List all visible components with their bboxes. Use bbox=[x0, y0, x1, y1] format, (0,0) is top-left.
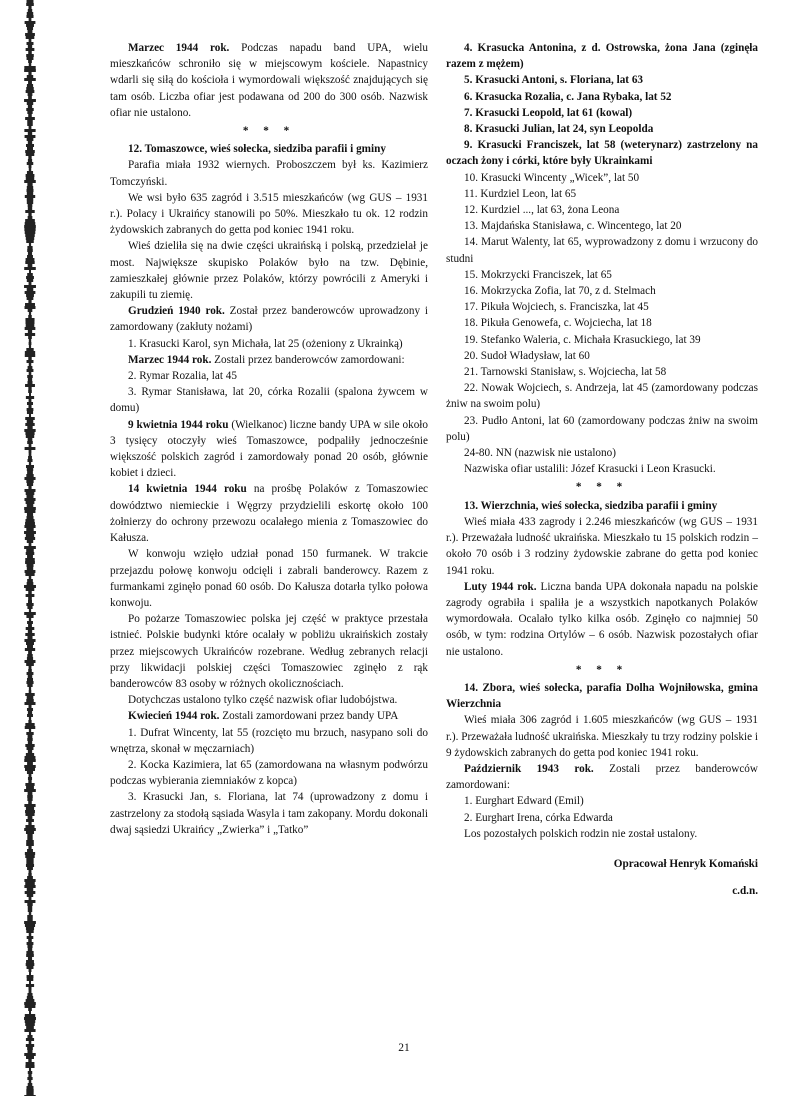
paragraph-los: Los pozostałych polskich rodzin nie został ustalony. bbox=[464, 827, 698, 840]
victim-item: 23. Pudło Antoni, lat 60 (zamordowany podczas żniw na swoim polu) bbox=[446, 414, 758, 443]
victim-item: 17. Pikuła Wojciech, s. Franciszka, lat 45 bbox=[464, 301, 649, 314]
section-separator: * * * bbox=[575, 663, 629, 676]
victim-item: 22. Nowak Wojciech, s. Andrzeja, lat 45 (zamordowany podczas żniw na swoim polu) bbox=[446, 382, 758, 411]
paragraph-pazdziernik-1943: Październik 1943 rok. Zostali przez banderowców zamordowani: bbox=[446, 762, 758, 792]
continuation-note: c.d.n. bbox=[732, 885, 758, 898]
victim-item: 20. Sudoł Władysław, lat 60 bbox=[464, 349, 590, 362]
paragraph-zagrody: We wsi było 635 zagród i 3.515 mieszkańców (wg GUS – 1931 r.). Polacy i Ukraińcy stanowili po 50%. Mieszkało tu ok. 12 rodzin żydowskich zabranych do getta pod koniec 1941 roku. bbox=[110, 191, 428, 237]
paragraph-parafia: Parafia miała 1932 wiernych. Proboszczem był ks. Kazimierz Tomczyński. bbox=[110, 159, 428, 188]
paragraph-9-kwietnia: 9 kwietnia 1944 roku (Wielkanoc) liczne bandy UPA w sile około 3 tysięcy otoczyły wieś Tomaszowce, podpaliły jednocześnie większość polskich zagród i zamordowały ponad 20 osób, głównie kobiet i dzieci. bbox=[110, 418, 428, 480]
left-column bbox=[110, 40, 428, 838]
victim-item: 15. Mokrzycki Franciszek, lat 65 bbox=[464, 268, 612, 281]
victim-item: 7. Krasucki Leopold, lat 61 (kowal) bbox=[464, 106, 633, 119]
binding-edge bbox=[0, 0, 40, 1096]
victim-item: 2. Rymar Rozalia, lat 45 bbox=[128, 370, 237, 383]
victim-item: 5. Krasucki Antoni, s. Floriana, lat 63 bbox=[464, 74, 644, 87]
paragraph-kwiecien-1944: Kwiecień 1944 rok. Zostali zamordowani przez bandy UPA bbox=[128, 710, 399, 723]
victim-item: 16. Mokrzycka Zofia, lat 70, z d. Stelmach bbox=[464, 285, 656, 298]
victim-item: 19. Stefanko Waleria, c. Michała Krasuckiego, lat 39 bbox=[464, 333, 701, 346]
victim-item: 11. Kurdziel Leon, lat 65 bbox=[464, 187, 577, 200]
victim-item: 13. Majdańska Stanisława, c. Wincentego, lat 20 bbox=[464, 220, 682, 233]
heading-zbora: 14. Zbora, wieś sołecka, parafia Dolha Wojniłowska, gmina Wierzchnia bbox=[446, 681, 758, 711]
victim-item: 6. Krasucka Rozalia, c. Jana Rybaka, lat 52 bbox=[464, 90, 672, 103]
paragraph-luty-1944: Luty 1944 rok. Liczna banda UPA dokonała napadu na polskie zagrody ograbiła i spaliła je a wszystkich napotkanych Polaków wymordowała. Ocalało tylko kilka osób. Zginęło co najmniej 50 osób, w tym: rodzina Ortylów – 6 osób. Nazwisk pozostałych ofiar nie ustalono. bbox=[446, 580, 758, 658]
section-separator: * * * bbox=[575, 481, 629, 494]
right-column bbox=[446, 40, 758, 900]
paragraph-marzec-1944-b: Marzec 1944 rok. Zostali przez banderowców zamordowani: bbox=[128, 353, 405, 366]
victim-item: 9. Krasucki Franciszek, lat 58 (weterynarz) zastrzelony na oczach żony i córki, które były Ukrainkami bbox=[446, 139, 758, 168]
paragraph-wies-dzielila: Wieś dzieliła się na dwie części ukraińską i polską, przedzielał je most. Największe skupisko Polaków było na tzw. Dębinie, zamieszkałej głównie przez Polaków, którzy powrócili z Ameryki i zakupili tu ziemię. bbox=[110, 240, 428, 302]
victim-item: 1. Krasucki Karol, syn Michała, lat 25 (ożeniony z Ukrainką) bbox=[128, 337, 403, 350]
author-signature: Opracował Henryk Komański bbox=[613, 857, 758, 870]
victim-item: 21. Tarnowski Stanisław, s. Wojciecha, lat 58 bbox=[464, 366, 667, 379]
paragraph-marzec-1944: Marzec 1944 rok. Podczas napadu band UPA, wielu mieszkańców schroniło się w miejscowym kościele. Napastnicy wdarli się siłą do kościoła i wymordowali większość znajdujących się tam osób. Liczba ofiar jest podawana od 200 do 300 osób. Nazwisk ofiar nie ustalono. bbox=[110, 42, 428, 119]
paragraph-dotychczas: Dotychczas ustalono tylko część nazwisk ofiar ludobójstwa. bbox=[128, 694, 398, 707]
victim-item: 3. Rymar Stanisława, lat 20, córka Rozalii (spalona żywcem w domu) bbox=[110, 386, 428, 415]
paragraph-14-kwietnia: 14 kwietnia 1944 roku na prośbę Polaków z Tomaszowiec dowództwo niemieckie i Węgrzy przydzielili eskortę około 100 żołnierzy do ochrony przewozu ocalałego mienia z Tomaszowiec do Kałusza. bbox=[110, 483, 428, 545]
victim-item: 3. Krasucki Jan, s. Floriana, lat 74 (uprowadzony z domu i zastrzelony za stodołą sąsiada Wasyla i tam zakopany. Mordu dokonali dwaj sąsiedzi Ukraińcy „Zwierka” i „Tatko” bbox=[110, 791, 428, 836]
page-number: 21 bbox=[398, 1042, 410, 1054]
victim-item: 24-80. NN (nazwisk nie ustalono) bbox=[464, 447, 616, 460]
paragraph-pozar: Po pożarze Tomaszowiec polska jej część w praktyce przestała istnieć. Polskie budynki które ocalały w pobliżu ukraińskich zostały przez miejscowych Ukraińców rozebrane. Według zebranych relacji przy likwidacji polskiej części Tomaszowiec zginęło z rąk banderowców 83 osoby w różnych okolicznościach. bbox=[110, 613, 428, 690]
victim-item: 8. Krasucki Julian, lat 24, syn Leopolda bbox=[464, 123, 654, 136]
victim-item: 2. Kocka Kazimiera, lat 65 (zamordowana na własnym podwórzu podczas wybierania ziemniaków z kopca) bbox=[110, 758, 428, 788]
paragraph-zbora: Wieś miała 306 zagród i 1.605 mieszkańców (wg GUS – 1931 r.). Przeważała ludność ukraińska. Mieszkały tu trzy rodziny polskie i 9 żydowskich zabranych do getta pod koniec 1941 roku. bbox=[446, 714, 758, 759]
victim-item: 1. Eurghart Edward (Emil) bbox=[464, 795, 584, 808]
victim-item: 12. Kurdziel ..., lat 63, żona Leona bbox=[464, 204, 620, 217]
victim-item: 18. Pikuła Genowefa, c. Wojciecha, lat 18 bbox=[464, 317, 652, 330]
section-separator: * * * bbox=[242, 125, 296, 138]
victim-item: 2. Eurghart Irena, córka Edwarda bbox=[464, 811, 613, 824]
heading-wierzchnia: 13. Wierzchnia, wieś sołecka, siedziba parafii i gminy bbox=[464, 499, 718, 512]
victim-item: 10. Krasucki Wincenty „Wicek”, lat 50 bbox=[464, 171, 640, 184]
victim-item: 14. Marut Walenty, lat 65, wyprowadzony z domu i wrzucony do studni bbox=[446, 236, 758, 265]
paragraph-nazwiska-ustalili: Nazwiska ofiar ustalili: Józef Krasucki i Leon Krasucki. bbox=[464, 463, 716, 476]
victim-item: 4. Krasucka Antonina, z d. Ostrowska, żona Jana (zginęła razem z mężem) bbox=[446, 42, 758, 71]
paragraph-wierzchnia: Wieś miała 433 zagrody i 2.246 mieszkańców (wg GUS – 1931 r.). Przeważała ludność ukraińska. Mieszkało tu 15 polskich rodzin – około 70 osób i 3 rodziny żydowskie zabrane do getta pod koniec 1941 roku. bbox=[446, 515, 758, 577]
heading-tomaszowce: 12. Tomaszowce, wieś sołecka, siedziba parafii i gminy bbox=[128, 143, 386, 156]
paragraph-grudzien-1940: Grudzień 1940 rok. Został przez banderowców uprowadzony i zamordowany (zakłuty nożami) bbox=[110, 305, 428, 334]
victim-item: 1. Dufrat Wincenty, lat 55 (rozcięto mu brzuch, nasypano soli do wnętrza, skonał w męczarniach) bbox=[110, 726, 428, 755]
paragraph-konwoj: W konwoju wzięło udział ponad 150 furmanek. W trakcie przejazdu połowę konwoju odcięli i zabrali banderowcy. Razem z furmankami zginęło ponad 60 osób. Do Kałusza dotarła tylko połowa konwoju. bbox=[110, 548, 428, 609]
